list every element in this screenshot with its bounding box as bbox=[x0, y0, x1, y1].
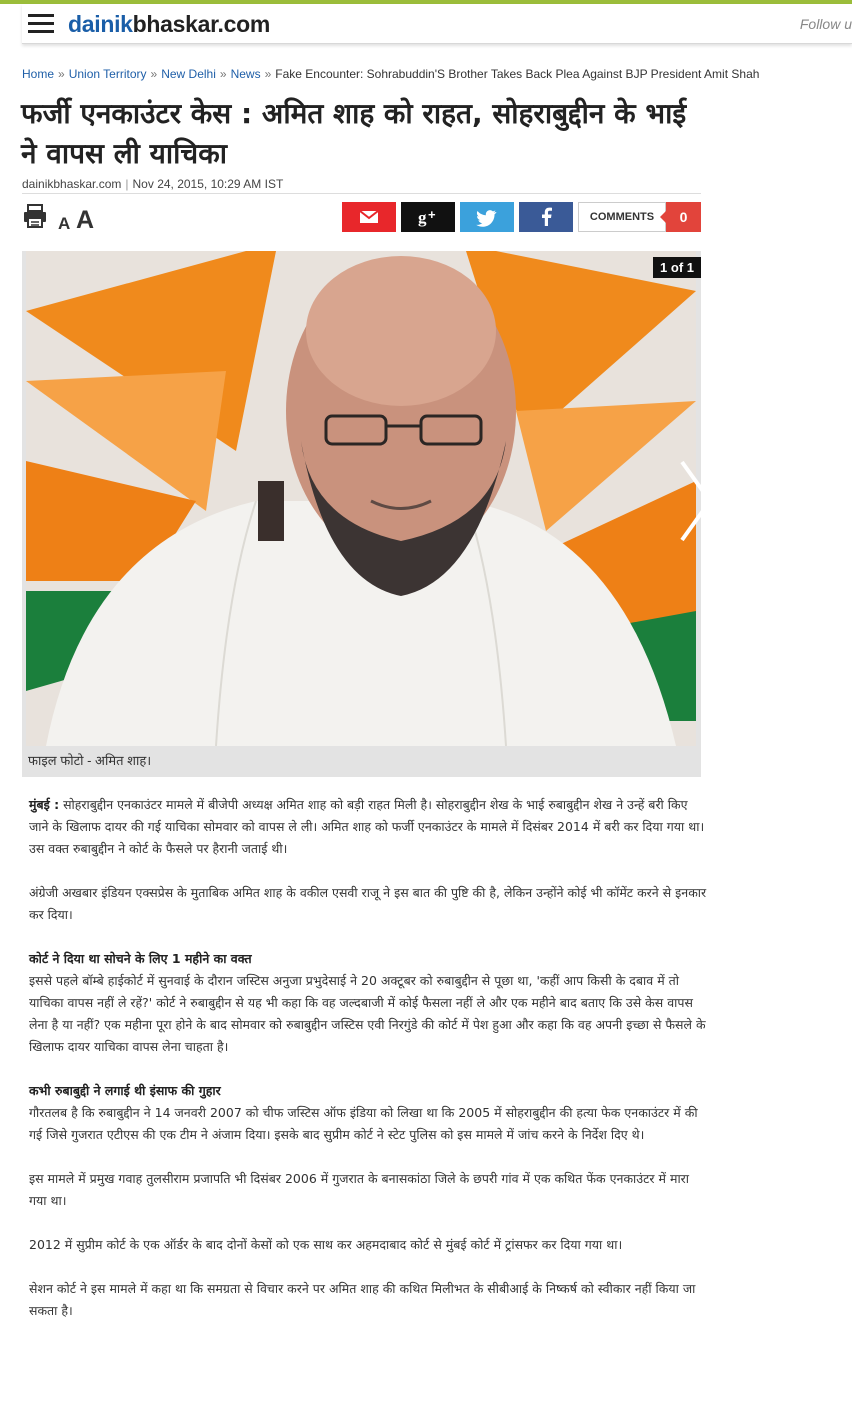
logo-part-bhaskar: bhaskar.com bbox=[132, 11, 270, 37]
svg-text:g: g bbox=[418, 208, 427, 227]
comments-button[interactable]: COMMENTS bbox=[578, 202, 666, 232]
share-mail-button[interactable] bbox=[342, 202, 396, 232]
site-header bbox=[22, 4, 852, 44]
article-body bbox=[29, 794, 709, 1344]
hamburger-icon[interactable] bbox=[28, 14, 54, 34]
follow-us-link[interactable]: Follow u bbox=[799, 16, 852, 32]
svg-text:+: + bbox=[428, 207, 436, 222]
logo-part-dainik: dainik bbox=[68, 11, 133, 37]
article-paragraph: 2012 में सुप्रीम कोर्ट के एक ऑर्डर के बाद दोनों केसों को एक साथ कर अहमदाबाद कोर्ट से मुंबई कोर्ट में ट्रांसफर कर दिया गया था। bbox=[29, 1237, 623, 1252]
facebook-icon bbox=[539, 202, 553, 232]
article-section: कोर्ट ने दिया था सोचने के लिए 1 महीने का वक्त इससे पहले बॉम्बे हाईकोर्ट में सुनवाई के दौरान जस्टिस अनुजा प्रभुदेसाई ने 20 अक्टूबर को रुबाबुद्दीन से पूछा था, 'कहीं आप किसी के दबाव में तो याचिका वापस नहीं ले रहें?' कोर्ट ने रुबाबुद्दीन से यह भी कहा कि वह जल्दबाजी में कोई फैसला नहीं ले और एक महीने बाद बताए कि उसे केस वापस लेना है या नहीं? एक महीना पूरा होने के बाद सोमवार को रुबाबुद्दीन जस्टिस एवी निरगुंडे की कोर्ट में पेश हुआ और कहा कि वह अपनी इच्छा से फैसले के खिलाफ दायर याचिका वापस लेना चाहता है। bbox=[29, 951, 706, 1054]
dateline: मुंबई : bbox=[29, 797, 60, 812]
section-heading: कभी रुबाबुद्दी ने लगाई थी इंसाफ की गुहार bbox=[29, 1083, 221, 1098]
mail-icon bbox=[359, 202, 379, 232]
article-photo bbox=[26, 251, 696, 746]
breadcrumb-news[interactable]: News bbox=[230, 67, 261, 81]
site-logo[interactable] bbox=[68, 11, 270, 38]
gallery-counter: 1 of 1 bbox=[653, 257, 701, 278]
breadcrumb: Home » Union Territory » New Delhi » News » Fake Encounter: Sohrabuddin'S Brother Takes Back Plea Against BJP President Amit Shah bbox=[22, 67, 760, 81]
font-increase-button[interactable]: A bbox=[76, 206, 95, 234]
chevron-right-icon[interactable] bbox=[676, 456, 716, 546]
google-plus-icon bbox=[415, 202, 441, 232]
breadcrumb-current: Fake Encounter: Sohrabuddin'S Brother Takes Back Plea Against BJP President Amit Shah bbox=[275, 67, 760, 81]
share-twitter-button[interactable] bbox=[460, 202, 514, 232]
breadcrumb-new-delhi[interactable]: New Delhi bbox=[161, 67, 216, 81]
article-paragraph: अंग्रेजी अखबार इंडियन एक्सप्रेस के मुताबिक अमित शाह के वकील एसवी राजू ने इस बात की पुष्टि की है, लेकिन उन्होंने कोई भी कॉमेंट करने से इनकार कर दिया। bbox=[29, 885, 707, 922]
font-decrease-button[interactable]: A bbox=[58, 214, 71, 233]
article-section: कभी रुबाबुद्दी ने लगाई थी इंसाफ की गुहार गौरतलब है कि रुबाबुद्दीन ने 14 जनवरी 2007 को चीफ जस्टिस ऑफ इंडिया को लिखा था कि 2005 में सोहराबुद्दीन की हत्या फेक एनकाउंटर में की गई जिसे गुजरात एटीएस की एक टीम ने अंजाम दिया। इसके बाद सुप्रीम कोर्ट ने स्टेट पुलिस को इस मामले में जांच करने के निर्देश दिए थे। bbox=[29, 1083, 698, 1142]
article-date: Nov 24, 2015, 10:29 AM IST bbox=[132, 177, 284, 191]
photo-caption: फाइल फोटो - अमित शाह। bbox=[28, 753, 152, 768]
print-icon[interactable] bbox=[22, 203, 48, 229]
breadcrumb-home[interactable]: Home bbox=[22, 67, 55, 81]
article-source: dainikbhaskar.com bbox=[22, 177, 122, 191]
article-paragraph: मुंबई : सोहराबुद्दीन एनकाउंटर मामले में बीजेपी अध्यक्ष अमित शाह को बड़ी राहत मिली है। सोहराबुद्दीन शेख के भाई रुबाबुद्दीन शेख ने उन्हें बरी किए जाने के खिलाफ दायर की गई याचिका सोमवार को वापस ले ली। अमित शाह को फर्जी एनकाउंटर के मामले में दिसंबर 2014 में बरी कर दिया गया था। उस वक्त रुबाबुद्दीन ने कोर्ट के फैसले पर हैरानी जताई थी। bbox=[29, 797, 705, 856]
breadcrumb-union-territory[interactable]: Union Territory bbox=[68, 67, 147, 81]
article-meta: dainikbhaskar.com | Nov 24, 2015, 10:29 AM IST bbox=[22, 177, 284, 191]
article-title: फर्जी एनकाउंटर केस : अमित शाह को राहत, सोहराबुद्दीन के भाई ने वापस ली याचिका bbox=[21, 97, 687, 170]
divider bbox=[22, 193, 701, 194]
section-heading: कोर्ट ने दिया था सोचने के लिए 1 महीने का वक्त bbox=[29, 951, 252, 966]
article-paragraph: सेशन कोर्ट ने इस मामले में कहा था कि समग्रता से विचार करने पर अमित शाह की कथित मिलीभत के सीबीआई के निष्कर्ष को स्वीकार नहीं किया जा सकता है। bbox=[29, 1281, 696, 1318]
twitter-icon bbox=[476, 202, 498, 232]
share-facebook-button[interactable] bbox=[519, 202, 573, 232]
comments-count-badge[interactable]: 0 bbox=[666, 202, 701, 232]
share-google-plus-button[interactable] bbox=[401, 202, 455, 232]
article-paragraph: इस मामले में प्रमुख गवाह तुलसीराम प्रजापति भी दिसंबर 2006 में गुजरात के बनासकांठा जिले के छपरी गांव में एक कथित फेंक एनकाउंटर में मारा गया था। bbox=[29, 1171, 690, 1208]
photo-gallery bbox=[22, 251, 701, 777]
